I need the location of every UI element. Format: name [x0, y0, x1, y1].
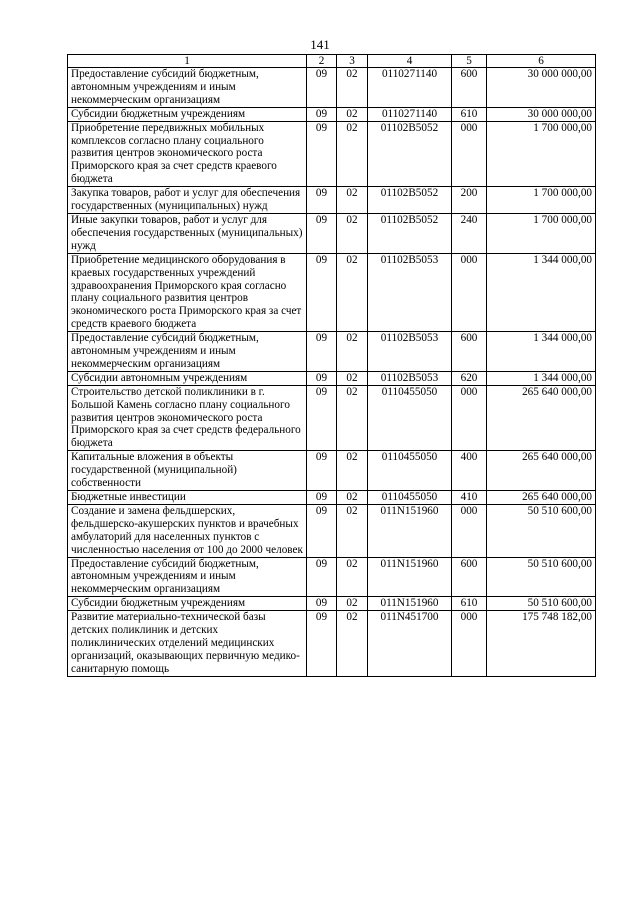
- row-expense-type-cell: 200: [452, 187, 487, 214]
- row-name-cell: Развитие материально-технической базы детских поликлиник и детских поликлинических отделений медицинских организаций, оказывающих первичную медико-санитарную помощь: [68, 611, 307, 677]
- row-subsection-cell: 02: [337, 385, 368, 451]
- table-row: [68, 611, 596, 677]
- row-target-code-cell: 011N151960: [368, 504, 452, 557]
- column-header: 4: [368, 55, 452, 68]
- row-expense-type-cell: 620: [452, 371, 487, 385]
- row-target-code-cell: 01102B5052: [368, 121, 452, 187]
- row-subsection-cell: 02: [337, 332, 368, 372]
- row-expense-type-cell: 000: [452, 611, 487, 677]
- row-amount-cell: 1 344 000,00: [487, 332, 596, 372]
- row-name-cell: Предоставление субсидий бюджетным, автономным учреждениям и иным некоммерческим организациям: [68, 332, 307, 372]
- page-number: 141: [310, 37, 330, 52]
- row-subsection-cell: 02: [337, 253, 368, 331]
- row-expense-type-cell: 240: [452, 213, 487, 253]
- column-header: 2: [307, 55, 337, 68]
- row-section-cell: 09: [307, 557, 337, 597]
- row-section-cell: 09: [307, 332, 337, 372]
- table-row: [68, 385, 596, 451]
- row-name-cell: Субсидии бюджетным учреждениям: [68, 107, 307, 121]
- row-section-cell: 09: [307, 371, 337, 385]
- row-expense-type-cell: 600: [452, 332, 487, 372]
- row-expense-type-cell: 000: [452, 385, 487, 451]
- row-expense-type-cell: 600: [452, 68, 487, 108]
- table-row: [68, 187, 596, 214]
- row-amount-cell: 50 510 600,00: [487, 597, 596, 611]
- row-amount-cell: 1 700 000,00: [487, 187, 596, 214]
- table-row: [68, 213, 596, 253]
- row-section-cell: 09: [307, 187, 337, 214]
- row-subsection-cell: 02: [337, 611, 368, 677]
- column-header: 1: [68, 55, 307, 68]
- row-target-code-cell: 01102B5053: [368, 371, 452, 385]
- row-section-cell: 09: [307, 504, 337, 557]
- row-subsection-cell: 02: [337, 187, 368, 214]
- table-row: [68, 597, 596, 611]
- row-amount-cell: 265 640 000,00: [487, 491, 596, 505]
- row-section-cell: 09: [307, 213, 337, 253]
- row-name-cell: Субсидии автономным учреждениям: [68, 371, 307, 385]
- column-header: 3: [337, 55, 368, 68]
- row-expense-type-cell: 600: [452, 557, 487, 597]
- row-name-cell: Закупка товаров, работ и услуг для обеспечения государственных (муниципальных) нужд: [68, 187, 307, 214]
- budget-table: [67, 54, 596, 677]
- row-section-cell: 09: [307, 107, 337, 121]
- row-section-cell: 09: [307, 597, 337, 611]
- row-expense-type-cell: 410: [452, 491, 487, 505]
- row-amount-cell: 265 640 000,00: [487, 385, 596, 451]
- column-header: 5: [452, 55, 487, 68]
- column-header: 6: [487, 55, 596, 68]
- row-section-cell: 09: [307, 385, 337, 451]
- row-amount-cell: 1 700 000,00: [487, 213, 596, 253]
- row-target-code-cell: 01102B5052: [368, 213, 452, 253]
- row-name-cell: Создание и замена фельдшерских, фельдшерско-акушерских пунктов и врачебных амбулаторий для населенных пунктов с численностью населения от 100 до 2000 человек: [68, 504, 307, 557]
- row-target-code-cell: 0110455050: [368, 491, 452, 505]
- row-section-cell: 09: [307, 491, 337, 505]
- table-row: [68, 253, 596, 331]
- row-subsection-cell: 02: [337, 68, 368, 108]
- row-section-cell: 09: [307, 68, 337, 108]
- row-name-cell: Бюджетные инвестиции: [68, 491, 307, 505]
- table-row: [68, 332, 596, 372]
- row-name-cell: Приобретение передвижных мобильных комплексов согласно плану социального развития центров экономического роста Приморского края за счет средств краевого бюджета: [68, 121, 307, 187]
- table-row: [68, 68, 596, 108]
- row-amount-cell: 1 344 000,00: [487, 371, 596, 385]
- table-row: [68, 557, 596, 597]
- row-subsection-cell: 02: [337, 371, 368, 385]
- row-expense-type-cell: 610: [452, 107, 487, 121]
- row-target-code-cell: 0110271140: [368, 68, 452, 108]
- row-target-code-cell: 01102B5053: [368, 253, 452, 331]
- row-target-code-cell: 01102B5053: [368, 332, 452, 372]
- row-expense-type-cell: 000: [452, 253, 487, 331]
- row-subsection-cell: 02: [337, 121, 368, 187]
- row-expense-type-cell: 610: [452, 597, 487, 611]
- row-subsection-cell: 02: [337, 213, 368, 253]
- row-name-cell: Строительство детской поликлиники в г. Большой Камень согласно плану социального развития центров экономического роста Приморского края за счет средств федерального бюджета: [68, 385, 307, 451]
- row-amount-cell: 50 510 600,00: [487, 557, 596, 597]
- row-target-code-cell: 0110271140: [368, 107, 452, 121]
- row-name-cell: Иные закупки товаров, работ и услуг для обеспечения государственных (муниципальных) нужд: [68, 213, 307, 253]
- row-subsection-cell: 02: [337, 504, 368, 557]
- table-row: [68, 371, 596, 385]
- row-expense-type-cell: 400: [452, 451, 487, 491]
- row-expense-type-cell: 000: [452, 504, 487, 557]
- row-amount-cell: 30 000 000,00: [487, 107, 596, 121]
- row-target-code-cell: 011N151960: [368, 557, 452, 597]
- row-section-cell: 09: [307, 611, 337, 677]
- row-section-cell: 09: [307, 121, 337, 187]
- row-amount-cell: 1 344 000,00: [487, 253, 596, 331]
- table-row: [68, 121, 596, 187]
- table-row: [68, 107, 596, 121]
- row-expense-type-cell: 000: [452, 121, 487, 187]
- row-subsection-cell: 02: [337, 597, 368, 611]
- row-name-cell: Субсидии бюджетным учреждениям: [68, 597, 307, 611]
- row-target-code-cell: 01102B5052: [368, 187, 452, 214]
- row-amount-cell: 1 700 000,00: [487, 121, 596, 187]
- row-amount-cell: 50 510 600,00: [487, 504, 596, 557]
- table-header-row: [68, 55, 596, 68]
- row-target-code-cell: 0110455050: [368, 385, 452, 451]
- table-row: [68, 504, 596, 557]
- row-name-cell: Приобретение медицинского оборудования в краевых государственных учреждений здравоохранения Приморского края согласно плану социального развития центров экономического роста Приморского края за счет средств краевого бюджета: [68, 253, 307, 331]
- row-name-cell: Предоставление субсидий бюджетным, автономным учреждениям и иным некоммерческим организациям: [68, 557, 307, 597]
- row-section-cell: 09: [307, 253, 337, 331]
- row-subsection-cell: 02: [337, 451, 368, 491]
- row-target-code-cell: 011N451700: [368, 611, 452, 677]
- row-amount-cell: 30 000 000,00: [487, 68, 596, 108]
- table-body: [68, 68, 596, 677]
- row-amount-cell: 265 640 000,00: [487, 451, 596, 491]
- row-subsection-cell: 02: [337, 107, 368, 121]
- row-name-cell: Предоставление субсидий бюджетным, автономным учреждениям и иным некоммерческим организациям: [68, 68, 307, 108]
- row-name-cell: Капитальные вложения в объекты государственной (муниципальной) собственности: [68, 451, 307, 491]
- row-subsection-cell: 02: [337, 557, 368, 597]
- table-row: [68, 491, 596, 505]
- row-subsection-cell: 02: [337, 491, 368, 505]
- table-row: [68, 451, 596, 491]
- row-target-code-cell: 011N151960: [368, 597, 452, 611]
- row-target-code-cell: 0110455050: [368, 451, 452, 491]
- row-section-cell: 09: [307, 451, 337, 491]
- row-amount-cell: 175 748 182,00: [487, 611, 596, 677]
